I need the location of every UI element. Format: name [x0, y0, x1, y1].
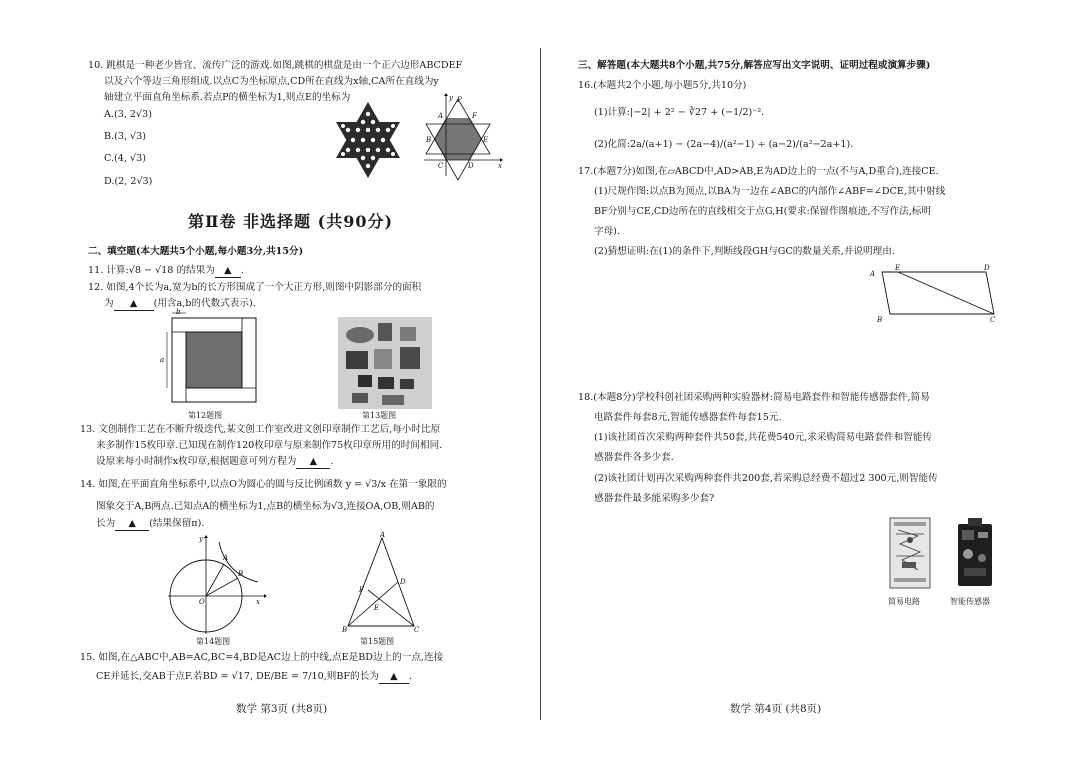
- q10-label-c: C: [438, 162, 444, 170]
- page-divider: [540, 48, 541, 720]
- q13-answer-blank[interactable]: ▲: [296, 455, 330, 469]
- q13-stamp-photo: [338, 317, 432, 409]
- q10-label-y: y: [449, 94, 453, 102]
- q12-label-a: a: [160, 356, 165, 364]
- q12-line2-head: 为: [104, 298, 114, 309]
- q12-line2-tail: (用含a,b的代数式表示).: [153, 298, 256, 309]
- q18-line1: 18.(本题8分)学校科创社团采购两种实验器材:简易电路套件和智能传感器套件,简易: [578, 392, 930, 403]
- q14-label-b: B: [238, 570, 244, 578]
- q15-label-d: D: [400, 578, 406, 586]
- q13-line3-stem: 设原来每小时制作x枚印章,根据题意可列方程为: [96, 456, 297, 467]
- q16-part2: (2)化简:2a/(a+1) − (2a−4)/(a²−1) ÷ (a−2)/(a²−2a+1).: [594, 139, 854, 150]
- q18-line6: 感器套件最多能采购多少套?: [594, 493, 715, 504]
- q10-label-f: F: [472, 112, 477, 120]
- q14-label-x: x: [256, 598, 260, 606]
- q13-caption: 第13题图: [362, 411, 397, 420]
- circuit-caption: 简易电路: [888, 597, 920, 606]
- q11-answer-blank[interactable]: ▲: [215, 264, 241, 278]
- q11-text: 11. 计算:√8 − √18 的结果为 ▲ .: [88, 265, 244, 276]
- q18-line4: 感器套件各多少套.: [594, 452, 674, 463]
- q14-label-o: O: [199, 598, 205, 606]
- q17-label-e: E: [895, 264, 901, 272]
- q10-label-x: x: [498, 162, 502, 170]
- q17-label-d: D: [984, 264, 990, 272]
- q10-option-d[interactable]: D.(2, 2√3): [104, 176, 153, 187]
- q14-label-y: y: [199, 535, 203, 543]
- q14-figure: [168, 534, 268, 634]
- q13-line3: 设原来每小时制作x枚印章,根据题意可列方程为 ▲ .: [96, 456, 334, 467]
- q11-stem: 11. 计算:√8 − √18 的结果为: [88, 265, 215, 276]
- simple-circuit-image: [888, 516, 932, 590]
- q14-line3-tail: (结果保留π).: [149, 518, 205, 529]
- q10-label-e: E: [483, 136, 489, 144]
- q10-label-p: P: [457, 96, 462, 104]
- q17-line3: BF分别与CE,CD边所在的直线相交于点G,H(要求:保留作图痕迹,不写作法,标明: [594, 206, 931, 217]
- q12-figure: [160, 310, 260, 410]
- q17-line1: 17.(本题7分)如图,在▱ABCD中,AD>AB,E为AD边上的一点(不与A,D重合),连接CE.: [578, 166, 939, 177]
- q14-line2: 图象交于A,B两点.已知点A的横坐标为1,点B的横坐标为√3,连接OA,OB,则AB的: [96, 501, 435, 512]
- q10-option-a[interactable]: A.(3, 2√3): [104, 109, 152, 120]
- q17-line4: 字母).: [594, 226, 620, 237]
- q14-line1: 14. 如图,在平面直角坐标系中,以点O为圆心的圆与反比例函数 y = √3/x 在第一象限的: [80, 479, 447, 490]
- q10-option-b[interactable]: B.(3, √3): [104, 131, 147, 142]
- q10-option-c[interactable]: C.(4, √3): [104, 153, 146, 164]
- q14-line3-head: 长为: [96, 518, 116, 529]
- q17-label-c: C: [990, 316, 996, 324]
- q16-part1: (1)计算:|−2| + 2² − ∛27 + (−1/2)⁻².: [594, 107, 765, 118]
- q15-caption: 第15题图: [360, 637, 395, 646]
- q14-label-a: A: [223, 554, 229, 562]
- q12-answer-blank[interactable]: ▲: [114, 297, 154, 311]
- q12-caption: 第12题图: [188, 411, 223, 420]
- q17-line5: (2)猜想证明:在(1)的条件下,判断线段GH与GC的数量关系,并说明理由.: [594, 246, 895, 257]
- q17-label-b: B: [877, 316, 883, 324]
- left-page-footer: 数学 第3页 (共8页): [236, 703, 328, 715]
- q18-line5: (2)该社团计划再次采购两种套件共200套,若采购总经费不超过2 300元,则智能传: [594, 473, 938, 484]
- q15-label-b: B: [342, 626, 348, 634]
- q12-label-b: b: [176, 308, 181, 316]
- q14-caption: 第14题图: [196, 637, 231, 646]
- q15-answer-blank[interactable]: ▲: [379, 670, 409, 684]
- q10-label-b: B: [426, 136, 432, 144]
- q15-label-a: A: [380, 531, 386, 539]
- q10-line2: 以及六个等边三角形组成.以点C为坐标原点,CD所在直线为x轴,CA所在直线为y: [104, 76, 439, 87]
- right-page-footer: 数学 第4页 (共8页): [730, 703, 822, 715]
- q17-label-a: A: [870, 270, 876, 278]
- q15-line2-stem: CE并延长,交AB于点F.若BD = √17, DE/BE = 7/10,则BF的长为: [96, 671, 379, 682]
- smart-sensor-image: [954, 518, 996, 590]
- q12-line1: 12. 如图,4个长为a,宽为b的长方形围成了一个大正方形,则图中阴影部分的面积: [88, 282, 422, 293]
- q15-figure: [340, 532, 420, 632]
- q10-label-a: A: [438, 112, 444, 120]
- q14-answer-blank[interactable]: ▲: [115, 517, 149, 531]
- q15-line1: 15. 如图,在△ABC中,AB=AC,BC=4,BD是AC边上的中线,点E是BD边上的一点,连接: [80, 652, 444, 663]
- checkers-board-figure: [332, 100, 404, 180]
- q10-line3: 轴建立平面直角坐标系.若点P的横坐标为1,则点E的坐标为: [104, 92, 351, 103]
- q18-line2: 电路套件每套8元,智能传感器套件每套15元.: [594, 412, 782, 423]
- q17-line2: (1)尺规作图:以点B为顶点,以BA为一边在∠ABC的内部作∠ABF=∠DCE,其中射线: [594, 186, 946, 197]
- q10-line1: 10. 跳棋是一种老少皆宜、流传广泛的游戏.如图,跳棋的棋盘是由一个正六边形ABCDEF: [88, 60, 463, 71]
- fill-blank-header: 二、填空题(本大题共5个小题,每小题3分,共15分): [88, 246, 304, 257]
- q10-label-d: D: [468, 162, 474, 170]
- answer-section-header: 三、解答题(本大题共8个小题,共75分,解答应写出文字说明、证明过程或演算步骤): [578, 60, 931, 71]
- q17-parallelogram-figure: [868, 264, 998, 324]
- sensor-caption: 智能传感器: [950, 597, 990, 606]
- q15-label-e: E: [374, 604, 380, 612]
- q15-label-f: F: [359, 586, 364, 594]
- section-2-title: 第Ⅱ卷 非选择题 (共90分): [188, 212, 394, 231]
- q13-line1: 13. 文创制作工艺在不断升级迭代,某文创工作室改进文创印章制作工艺后,每小时比原: [80, 424, 441, 435]
- q13-line2: 来多制作15枚印章.已知现在制作120枚印章与原来制作75枚印章所用的时间相同.: [96, 440, 443, 451]
- q15-line2: CE并延长,交AB于点F.若BD = √17, DE/BE = 7/10,则BF的长为 ▲ .: [96, 671, 412, 682]
- q10-hexagon-figure: [420, 96, 502, 180]
- q18-line3: (1)该社团首次采购两种套件共50套,共花费540元,求采购简易电路套件和智能传: [594, 432, 933, 443]
- q14-line3: [96, 517, 204, 531]
- q15-label-c: C: [414, 626, 420, 634]
- q16-header: 16.(本题共2个小题,每小题5分,共10分): [578, 80, 747, 91]
